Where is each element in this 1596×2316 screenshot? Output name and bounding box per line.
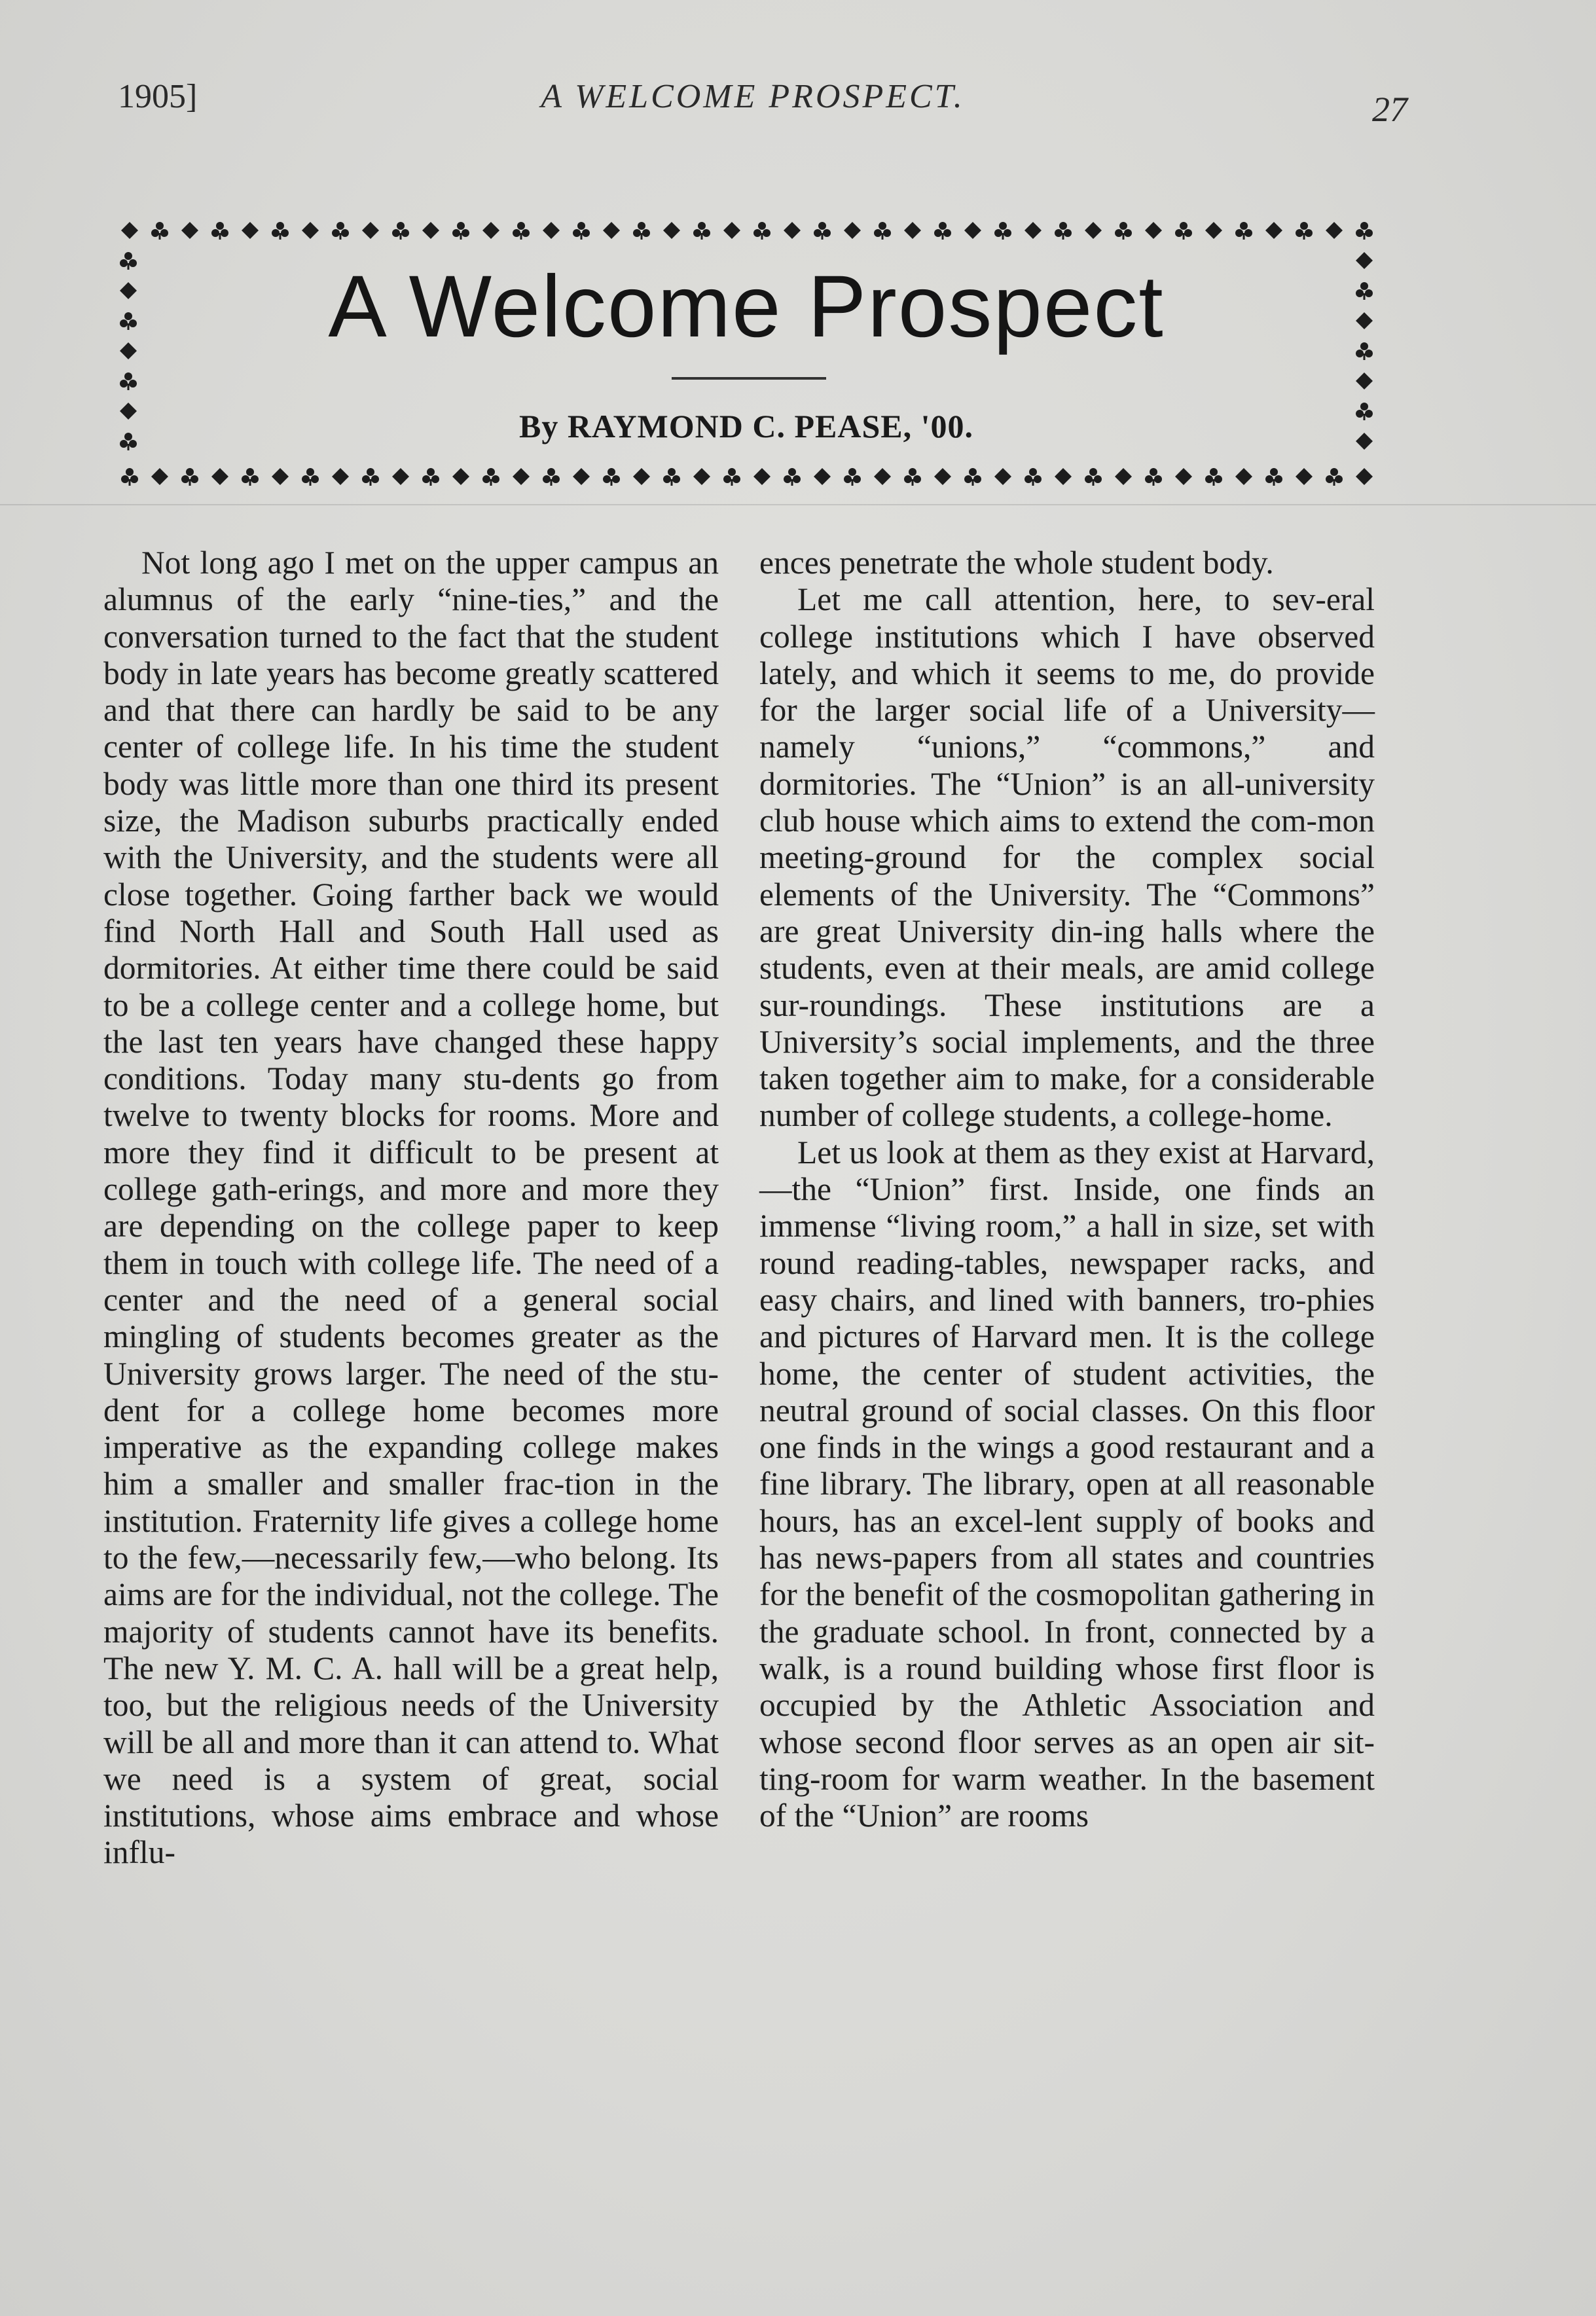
border-ornament: [904, 222, 921, 239]
border-ornament: [362, 222, 379, 239]
paragraph: Let me call attention, here, to sev-eral college institutions which I have observed lately, and which it seems to me, do provide for the larger social life of a University—namely “unions,” “commons,” and dormitories. The “Union” is an all-university club house which aims to extend the com-mon meeting-ground for the complex social elements of the University. The “Commons” are great University din-ing halls where the students, even at their meals, are amid college sur-roundings. These institutions are a University’s social implements, and the three taken together aim to make, for a considerable number of college students, a college-home.: [759, 581, 1375, 1134]
border-ornament: [753, 222, 771, 240]
border-ornament: [1265, 468, 1282, 486]
border-ornament: [422, 468, 439, 486]
border-ornament: [302, 468, 319, 486]
border-ornament: [814, 222, 831, 240]
border-ornament: [1356, 222, 1373, 240]
title-box: [115, 216, 1377, 491]
border-ornament: [1235, 468, 1252, 485]
border-ornament: [1326, 468, 1343, 486]
border-ornament: [392, 222, 409, 240]
border-ornament: [151, 222, 168, 240]
border-ornament: [573, 468, 590, 485]
border-ornament: [272, 468, 289, 485]
border-ornament: [362, 468, 379, 486]
border-ornament: [904, 468, 921, 486]
border-ornament: [1085, 468, 1102, 486]
border-ornament: [1265, 222, 1282, 239]
scan-fold-line: [0, 504, 1596, 505]
border-ornament: [663, 468, 680, 486]
border-ornament: [392, 468, 409, 485]
border-ornament: [1025, 222, 1042, 239]
border-ornament: [573, 222, 590, 240]
border-ornament: [994, 468, 1011, 485]
border-ornament: [844, 468, 861, 486]
border-ornament: [934, 468, 951, 485]
border-ornament: [874, 222, 891, 240]
border-ornament: [1356, 372, 1373, 389]
running-head-year: 1905]: [118, 78, 198, 115]
border-ornament: [633, 222, 650, 240]
right-column: [759, 545, 1375, 1834]
border-ornament: [513, 222, 530, 240]
border-ornament: [1085, 222, 1102, 239]
border-ornament: [543, 468, 560, 486]
border-ornament: [693, 222, 710, 240]
border-ornament: [1235, 222, 1252, 240]
border-ornament: [1145, 468, 1162, 486]
border-ornament: [934, 222, 951, 240]
border-ornament: [482, 222, 499, 239]
border-ornament: [1205, 468, 1222, 486]
paragraph: Let us look at them as they exist at Harvard,—the “Union” first. Inside, one finds an immense “living room,” a hall in size, set with round reading-tables, newspaper racks, and easy chairs, and lined with banners, tro-phies and pictures of Harvard men. It is the college home, the center of student activities, the neutral ground of social classes. On this floor one finds in the wings a good restaurant and a fine library. The library, open at all reasonable hours, has an excel-lent supply of books and has news-papers from all states and countries for the benefit of the cosmopolitan gathering in the graduate school. In front, connected by a walk, is a round building whose first floor is occupied by the Athletic Association and whose second floor serves as an open air sit-ting-room for warm weather. In the basement of the “Union” are rooms: [759, 1134, 1375, 1834]
border-ornament: [1296, 222, 1313, 240]
article-title: A Welcome Prospect: [328, 258, 1165, 355]
border-ornament: [663, 222, 680, 239]
border-ornament: [1055, 222, 1072, 240]
title-rule: [672, 377, 826, 380]
border-ornament: [603, 222, 620, 239]
border-ornament: [723, 222, 740, 239]
border-ornament: [242, 222, 259, 239]
border-ornament: [784, 222, 801, 239]
border-ornament: [874, 468, 891, 485]
paragraph: ences penetrate the whole student body.: [759, 545, 1274, 581]
border-ornament: [844, 222, 861, 239]
border-ornament: [693, 468, 710, 485]
border-ornament: [242, 468, 259, 486]
border-ornament: [181, 222, 198, 239]
border-ornament: [1296, 468, 1313, 485]
border-ornament: [784, 468, 801, 486]
border-ornament: [332, 222, 349, 240]
border-ornament: [211, 468, 228, 485]
border-ornament: [723, 468, 740, 486]
border-ornament: [120, 372, 137, 390]
border-ornament: [753, 468, 771, 485]
border-ornament: [452, 468, 469, 485]
border-ornament: [1115, 468, 1132, 485]
running-head: [118, 77, 1407, 130]
border-ornament: [814, 468, 831, 485]
border-ornament: [1326, 222, 1343, 239]
border-ornament: [332, 468, 349, 485]
border-ornament: [1175, 222, 1192, 240]
border-ornament: [452, 222, 469, 240]
border-ornament: [302, 222, 319, 239]
border-ornament: [1205, 222, 1222, 239]
border-ornament: [633, 468, 650, 485]
border-ornament: [994, 222, 1011, 240]
border-ornament: [964, 222, 981, 239]
border-ornament: [1115, 222, 1132, 240]
page-number: 27: [1372, 90, 1407, 129]
border-ornament: [603, 468, 620, 486]
border-ornament: [422, 222, 439, 239]
border-ornament: [1175, 468, 1192, 485]
border-ornament: [121, 222, 138, 239]
running-head-title: A WELCOME PROSPECT.: [541, 78, 965, 115]
border-ornament: [1356, 468, 1373, 485]
border-ornament: [151, 468, 168, 485]
border-ornament: [181, 468, 198, 486]
border-ornament: [1145, 222, 1162, 239]
border-ornament: [121, 468, 138, 486]
border-ornament: [272, 222, 289, 240]
border-ornament: [513, 468, 530, 485]
border-ornament: [964, 468, 981, 486]
paragraph: Not long ago I met on the upper campus an alumnus of the early “nine-ties,” and the conversation turned to the fact that the student body in late years has become greatly scattered and that there can hardly be said to be any center of college life. In his time the student body was little more than one third its present size, the Madison suburbs practically ended with the University, and the students were all close together. Going farther back we would find North Hall and South Hall used as dormitories. At either time there could be said to be a college center and a college home, but the last ten years have changed these happy conditions. Today many stu-dents go from twelve to twenty blocks for rooms. More and more they find it difficult to be present at college gath-erings, and more and more they are depending on the college paper to keep them in touch with college life. The need of a center and the need of a general social mingling of students becomes greater as the University grows larger. The need of the stu-dent for a college home becomes more imperative as the expanding college makes him a smaller and smaller frac-tion in the institution. Fraternity life gives a college home to the few,—necessarily few,—who belong. Its aims are for the individual, not the college. The majority of students cannot have its benefits. The new Y. M. C. A. hall will be a great help, too, but the religious needs of the University will be all and more than it can attend to. What we need is a system of great, social institutions, whose aims embrace and whose influ-: [103, 545, 719, 1871]
border-ornament: [211, 222, 228, 240]
article-byline: By RAYMOND C. PEASE, '00.: [518, 408, 974, 444]
border-ornament: [543, 222, 560, 239]
border-ornament: [482, 468, 499, 486]
border-ornament: [1025, 468, 1042, 486]
border-ornament: [1055, 468, 1072, 485]
left-column: [103, 545, 719, 1872]
